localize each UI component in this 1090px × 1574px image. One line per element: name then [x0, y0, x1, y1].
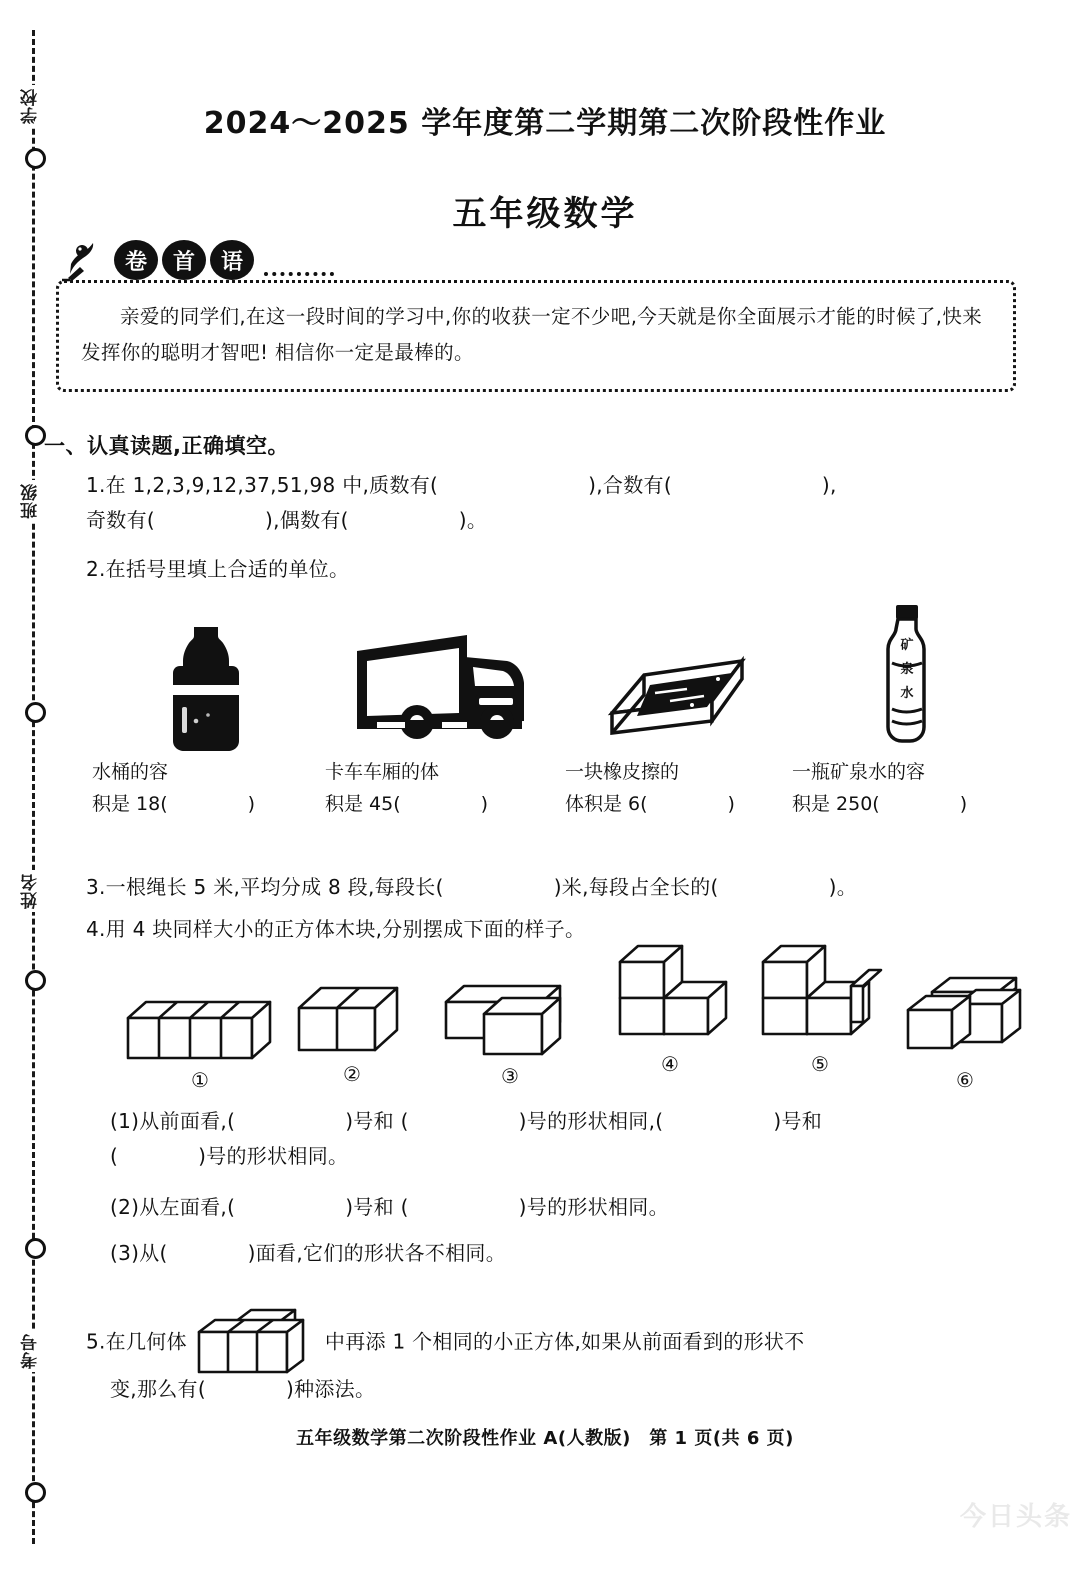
binding-ring [25, 702, 46, 723]
cube-shape-6-icon [885, 956, 1045, 1066]
margin-label-school: 学校 [18, 85, 48, 127]
preface-block [56, 238, 1016, 392]
binding-ring [25, 970, 46, 991]
pic-caption-truck [319, 756, 559, 821]
q4-s3-b: )面看,它们的形状各不相同。 [247, 1241, 507, 1265]
cube-shape-q5-icon [191, 1306, 321, 1380]
cube-shape-4-icon [590, 940, 750, 1050]
binding-ring [25, 148, 46, 169]
q4-s1-b: )号和 ( [345, 1109, 409, 1133]
bottle-cap-post: ) [959, 793, 968, 816]
q1-part6: )。 [458, 508, 488, 532]
question-4-shapes [120, 940, 1020, 1090]
q4-s1-d: )号和 [773, 1109, 823, 1133]
question-2-stem: 2.在括号里填上合适的单位。 [86, 557, 350, 581]
bottle-cap-line1: 一瓶矿泉水的容 [792, 761, 926, 783]
pic-cell-truck [319, 596, 559, 821]
shape-label-4: ④ [661, 1052, 679, 1076]
pic-caption-eraser [559, 756, 799, 821]
q5-part3: 变,那么有( [110, 1377, 206, 1401]
margin-label-name: 姓名 [18, 870, 48, 912]
binding-ring [25, 1238, 46, 1259]
truck-cap-post: ) [480, 793, 489, 816]
q4-s1-c: )号的形状相同,( [518, 1109, 664, 1133]
cube-shape-2-icon [272, 950, 432, 1060]
pic-cell-bucket [86, 596, 326, 821]
truck-icon [319, 596, 559, 756]
q3-part3: )。 [828, 875, 858, 899]
q1-part1: 1.在 1,2,3,9,12,37,51,98 中,质数有( [86, 473, 439, 497]
q4-s1-a: (1)从前面看,( [110, 1109, 236, 1133]
bottle-label-char-2: 泉 [900, 662, 914, 677]
preface-text: 亲爱的同学们,在这一段时间的学习中,你的收获一定不少吧,今天就是你全面展示才能的时候了,快来发挥你的聪明才智吧! 相信你一定是最棒的。 [81, 305, 983, 365]
mineral-water-bottle-icon [786, 596, 1026, 756]
eraser-cap-pre: 体积是 6( [565, 793, 648, 816]
question-4-sub-3 [110, 1236, 1040, 1271]
cube-shape-5-icon [740, 940, 900, 1050]
preface-box [56, 280, 1016, 392]
q5-part2: 中再添 1 个相同的小正方体,如果从前面看到的形状不 [324, 1329, 805, 1354]
pic-caption-bottle [786, 756, 1026, 821]
cube-shape-1-icon [120, 956, 280, 1066]
binding-ring [25, 1482, 46, 1503]
question-4-stem: 4.用 4 块同样大小的正方体木块,分别摆成下面的样子。 [86, 917, 586, 941]
banner-char-3: 语 [210, 240, 254, 280]
q3-part1: 3.一根绳长 5 米,平均分成 8 段,每段长( [86, 875, 444, 899]
pic-cell-eraser [559, 596, 799, 821]
shape-cell-2 [272, 950, 432, 1084]
watermark: 今日头条 [959, 1502, 1072, 1532]
q4-s2-c: )号的形状相同。 [518, 1195, 669, 1219]
shape-label-2: ② [343, 1062, 361, 1086]
page-footer: 五年级数学第二次阶段性作业 A(人教版) 第 1 页(共 6 页) [296, 1428, 794, 1449]
shape-cell-1 [120, 956, 280, 1090]
margin-label-class: 班级 [18, 480, 48, 522]
question-1 [86, 468, 1036, 538]
banner-char-2: 首 [162, 240, 206, 280]
q1-part4: 奇数有( [86, 508, 156, 532]
cartoon-mascot-icon [60, 234, 112, 286]
eraser-icon [559, 596, 799, 756]
shape-cell-5 [740, 940, 900, 1074]
eraser-cap-line1: 一块橡皮擦的 [565, 761, 680, 783]
truck-cap-line1: 卡车车厢的体 [325, 761, 440, 783]
page-title: 2024～2025 学年度第二学期第二次阶段性作业 [203, 106, 887, 141]
pic-cell-bottle [786, 596, 1026, 821]
q3-part2: )米,每段占全长的( [553, 875, 719, 899]
shape-label-1: ① [191, 1068, 209, 1092]
q5-part4: )种添法。 [285, 1377, 376, 1401]
water-bucket-icon [86, 596, 326, 756]
shape-cell-6 [885, 956, 1045, 1090]
bucket-cap-post: ) [247, 793, 256, 816]
q4-s1-e: ( [110, 1144, 119, 1168]
shape-cell-3 [430, 952, 590, 1086]
question-4-sub-2 [110, 1190, 1040, 1225]
question-3 [86, 870, 1046, 905]
q4-s2-a: (2)从左面看,( [110, 1195, 236, 1219]
shape-label-3: ③ [501, 1064, 519, 1088]
q1-part5: ),偶数有( [265, 508, 349, 532]
q5-part1: 5.在几何体 [86, 1329, 187, 1354]
subject-title: 五年级数学 [452, 194, 638, 234]
binding-ring [25, 425, 46, 446]
pic-caption-bucket [86, 756, 326, 821]
preface-banner [56, 238, 1016, 288]
q1-part3: ), [821, 473, 837, 497]
binding-dashed-line [32, 30, 35, 1544]
preface-banner-pills [114, 240, 254, 280]
bottle-label-char-1: 矿 [900, 638, 914, 653]
margin-label-examid: 考号 [18, 1330, 48, 1372]
shape-label-6: ⑥ [956, 1068, 974, 1092]
banner-char-1: 卷 [114, 240, 158, 280]
q1-part2: ),合数有( [588, 473, 672, 497]
eraser-cap-post: ) [727, 793, 735, 816]
q4-s2-b: )号和 ( [345, 1195, 409, 1219]
cube-shape-3-icon [430, 952, 590, 1062]
bucket-cap-line1: 水桶的容 [92, 761, 169, 783]
bottle-cap-pre: 积是 250( [792, 793, 880, 816]
banner-tail-line [264, 272, 334, 276]
bottle-label-char-3: 水 [900, 686, 914, 701]
truck-cap-pre: 积是 45( [325, 793, 401, 816]
shape-cell-4 [590, 940, 750, 1074]
question-2-pictures [86, 596, 1026, 864]
q4-s3-a: (3)从( [110, 1241, 168, 1265]
bucket-cap-pre: 积是 18( [92, 793, 168, 816]
binding-margin [16, 30, 50, 1544]
question-5-line2 [110, 1372, 1040, 1407]
question-5 [86, 1306, 1036, 1380]
shape-label-5: ⑤ [811, 1052, 829, 1076]
section-title: 一、认真读题,正确填空。 [44, 434, 289, 458]
question-4-sub-1 [110, 1104, 1040, 1174]
q4-s1-f: )号的形状相同。 [198, 1144, 349, 1168]
